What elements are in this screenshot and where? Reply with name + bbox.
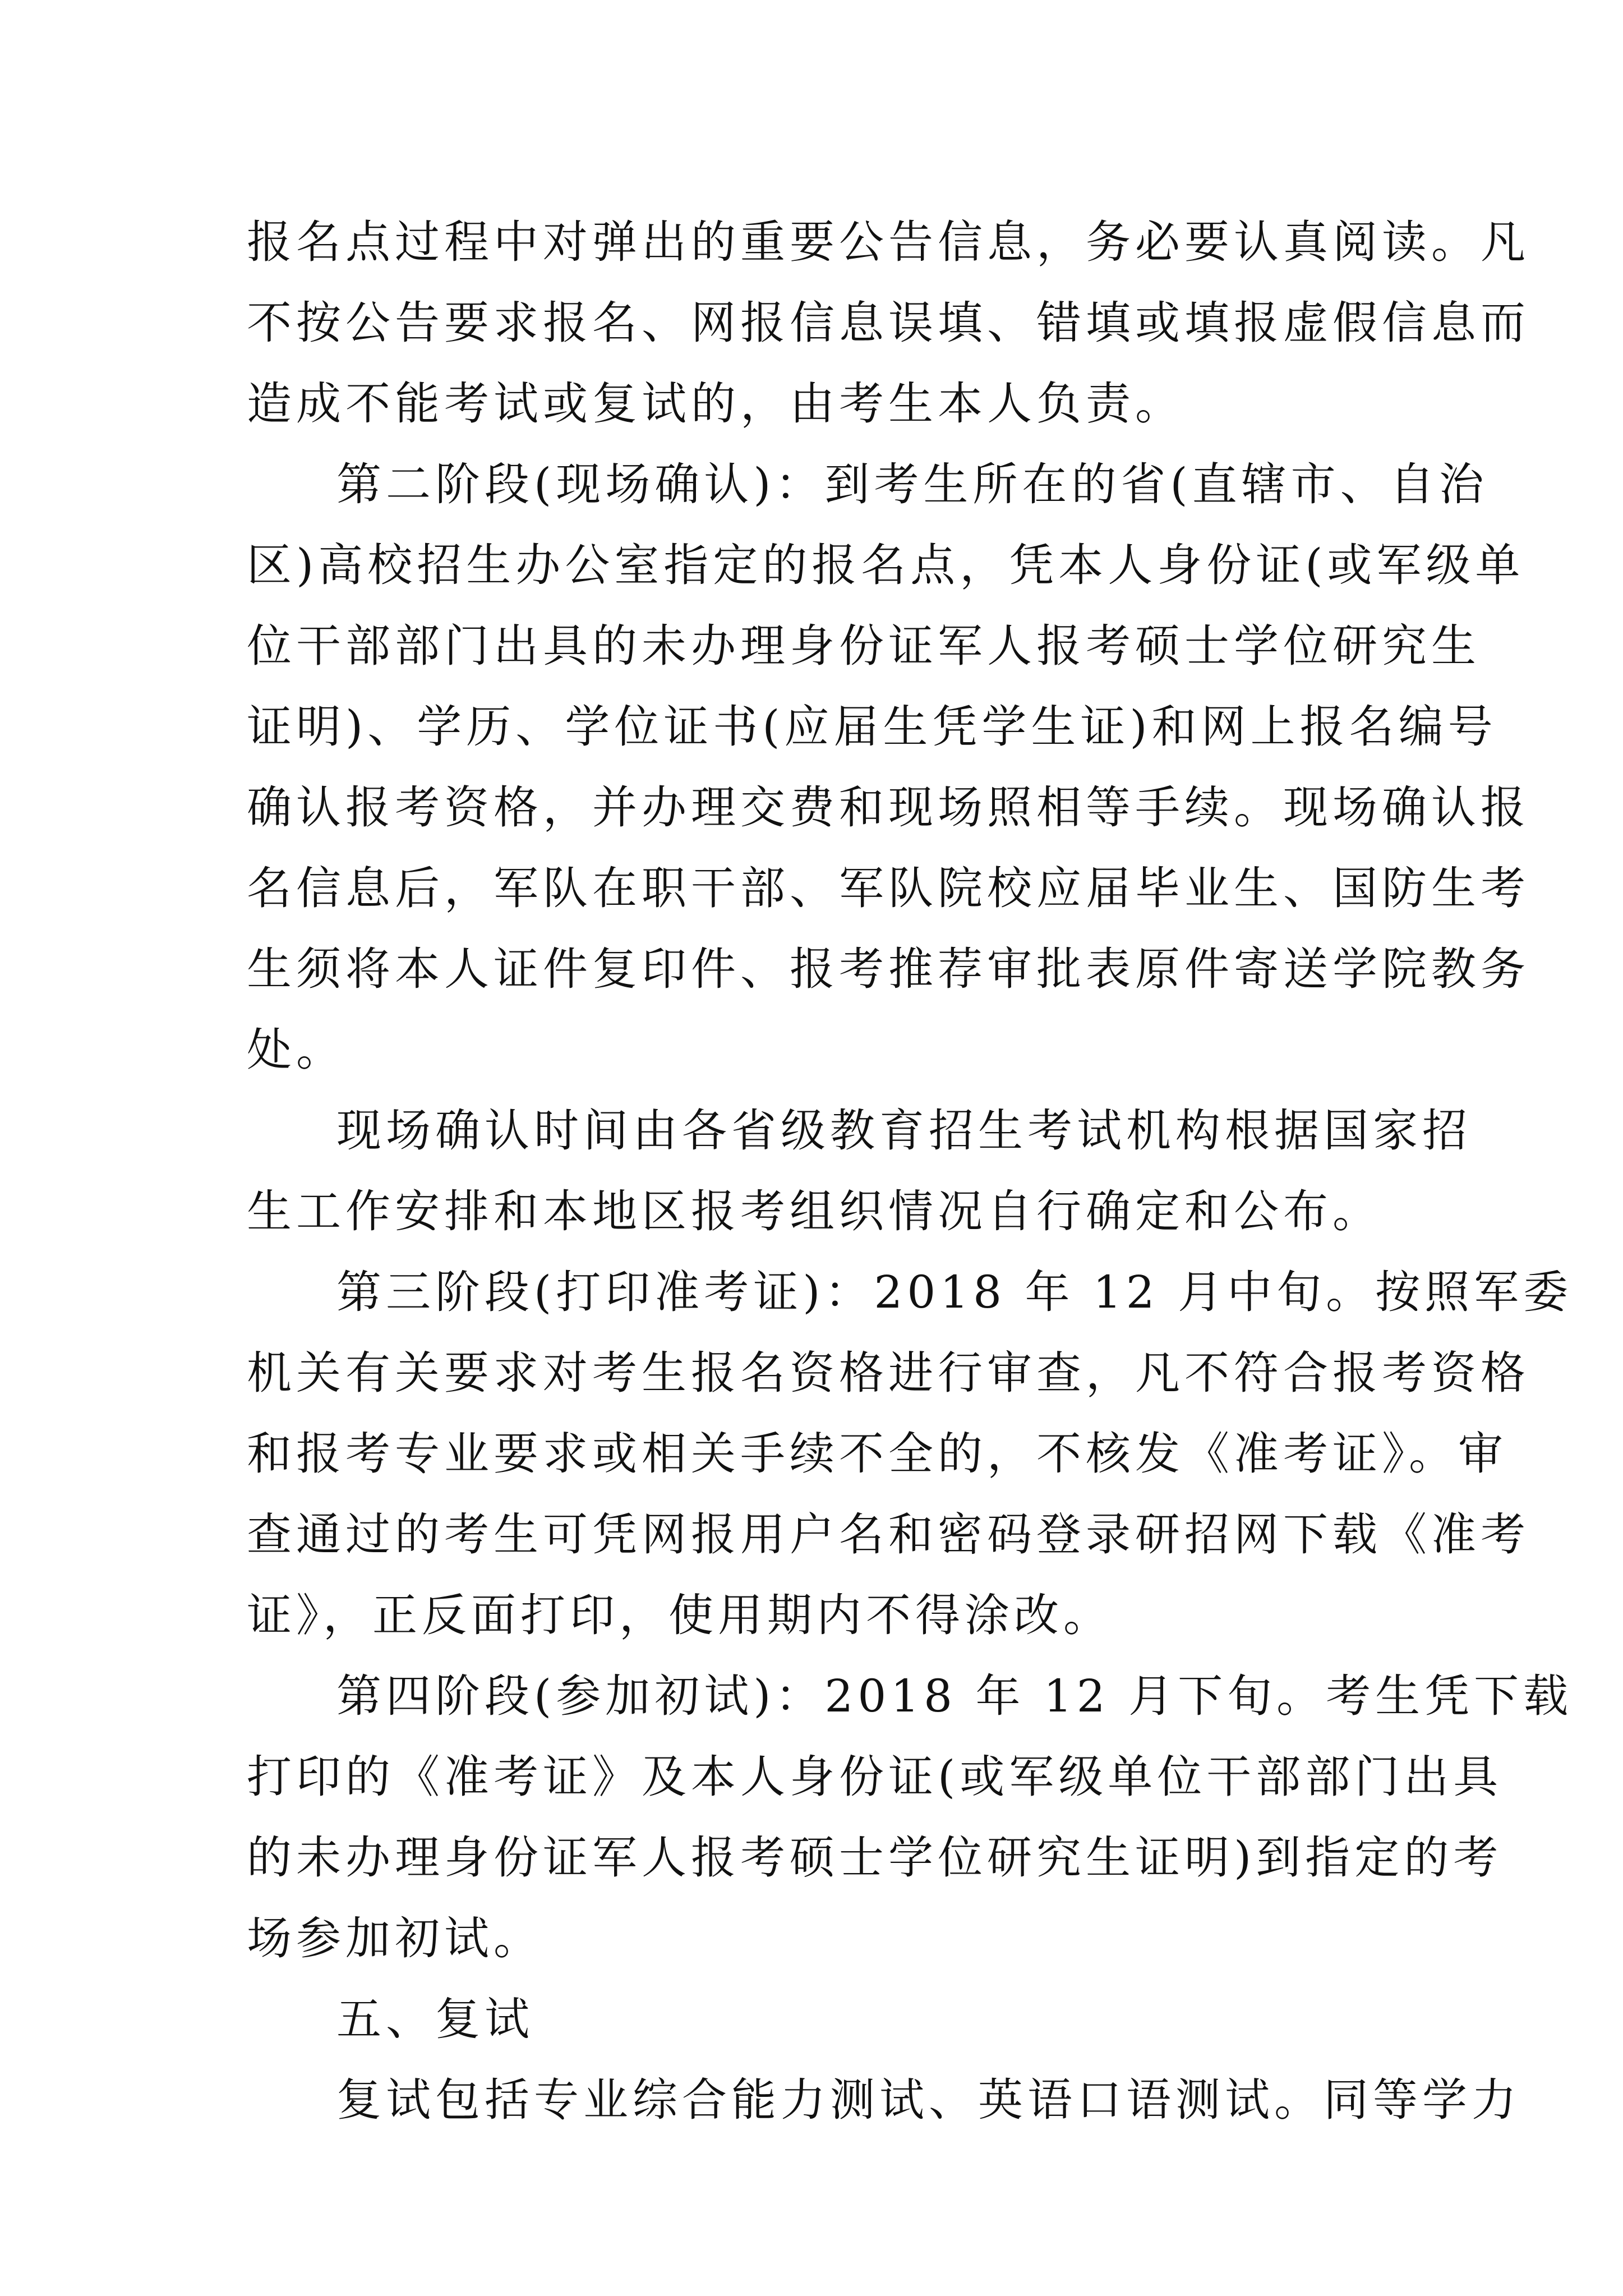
text-line: 处。 bbox=[247, 1024, 345, 1076]
text-line: 证》，正反面打印，使用期内不得涂改。 bbox=[247, 1589, 1113, 1641]
text-line: 位干部部门出具的未办理身份证军人报考硕士学位研究生 bbox=[247, 620, 1481, 672]
text-line: 确认报考资格，并办理交费和现场照相等手续。现场确认报 bbox=[247, 781, 1530, 834]
section-heading-retest bbox=[247, 1979, 1380, 2060]
text-line: 生工作安排和本地区报考组织情况自行确定和公布。 bbox=[247, 1185, 1382, 1237]
text-line: 机关有关要求对考生报名资格进行审查，凡不符合报考资格 bbox=[247, 1347, 1530, 1399]
paragraph-retest bbox=[247, 2060, 1521, 2141]
paragraph-continued-notice bbox=[247, 202, 1530, 444]
text-line: 名信息后，军队在职干部、军队院校应届毕业生、国防生考 bbox=[247, 862, 1530, 914]
text-line: 生须将本人证件复印件、报考推荐审批表原件寄送学院教务 bbox=[247, 943, 1530, 995]
text-line: 第四阶段(参加初试)：2018 年 12 月下旬。考生凭下载 bbox=[336, 1670, 1573, 1722]
paragraph-stage-three bbox=[247, 1252, 1573, 1656]
text-line: 造成不能考试或复试的，由考生本人负责。 bbox=[247, 378, 1184, 430]
text-line: 现场确认时间由各省级教育招生考试机构根据国家招 bbox=[336, 1105, 1472, 1157]
text-line: 和报考专业要求或相关手续不全的，不核发《准考证》。审 bbox=[247, 1428, 1507, 1480]
text-line: 证明)、学历、学位证书(应届生凭学生证)和网上报名编号 bbox=[247, 701, 1497, 753]
text-line: 打印的《准考证》及本人身份证(或军级单位干部部门出具 bbox=[247, 1751, 1503, 1803]
section-heading: 五、复试 bbox=[336, 1993, 534, 2045]
document-body bbox=[247, 202, 1573, 2141]
text-line: 复试包括专业综合能力测试、英语口语测试。同等学力 bbox=[336, 2074, 1521, 2126]
text-line: 第三阶段(打印准考证)：2018 年 12 月中旬。按照军委 bbox=[336, 1266, 1573, 1318]
text-line: 查通过的考生可凭网报用户名和密码登录研招网下载《准考 bbox=[247, 1508, 1530, 1561]
text-line: 区)高校招生办公室指定的报名点，凭本人身份证(或军级单 bbox=[247, 539, 1525, 591]
text-line: 报名点过程中对弹出的重要公告信息，务必要认真阅读。凡 bbox=[247, 216, 1530, 268]
text-line: 场参加初试。 bbox=[247, 1912, 543, 1964]
text-line: 第二阶段(现场确认)：到考生所在的省(直辖市、自治 bbox=[336, 458, 1488, 510]
text-line: 的未办理身份证军人报考硕士学位研究生证明)到指定的考 bbox=[247, 1832, 1503, 1884]
text-line: 不按公告要求报名、网报信息误填、错填或填报虚假信息而 bbox=[247, 297, 1530, 349]
paragraph-stage-four bbox=[247, 1656, 1573, 1979]
paragraph-stage-two bbox=[247, 444, 1530, 1091]
paragraph-confirmation-time bbox=[247, 1091, 1472, 1252]
